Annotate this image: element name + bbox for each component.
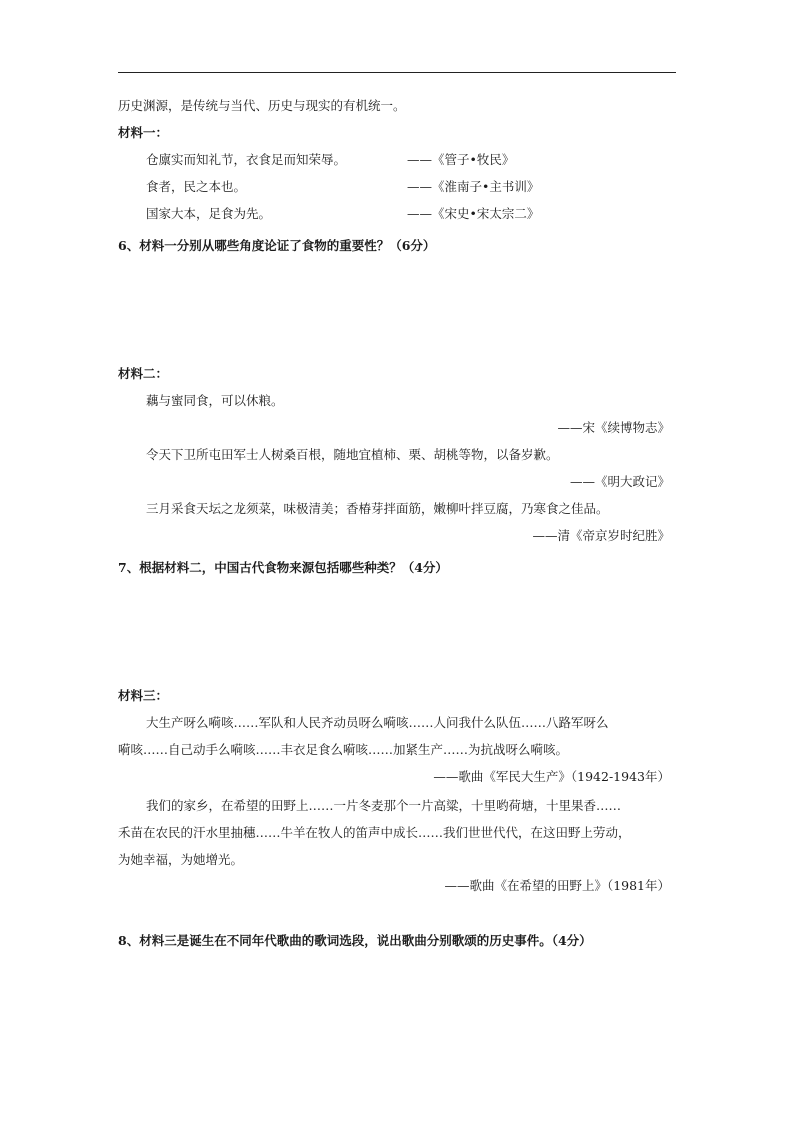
material1-quote-1: 仓廪实而知礼节，衣食足而知荣辱。 [146, 152, 347, 167]
question-7: 7、根据材料二，中国古代食物来源包括哪些种类？（4分） [118, 560, 448, 575]
header-rule [118, 72, 676, 73]
song1-source: ——歌曲《军民大生产》（1942-1943年） [433, 769, 670, 784]
material1-heading: 材料一： [118, 125, 169, 140]
material2-source-2: ——《明大政记》 [569, 474, 670, 489]
song2-line-1: 我们的家乡，在希望的田野上……一片冬麦那个一片高粱，十里哟荷塘，十里果香…… [146, 798, 622, 813]
song2-line-3: 为她幸福，为她增光。 [118, 852, 244, 867]
song1-line-1: 大生产呀么嗬咳……军队和人民齐动员呀么嗬咳……人问我什么队伍……八路军呀么 [146, 715, 609, 730]
material2-quote-3: 三月采食天坛之龙须菜，味极清美；香椿芽拌面筋，嫩柳叶拌豆腐，乃寒食之佳品。 [146, 501, 609, 516]
material1-source-1: ——《管子•牧民》 [407, 152, 515, 167]
song1-line-2: 嗬咳……自己动手么嗬咳……丰衣足食么嗬咳……加紧生产……为抗战呀么嗬咳。 [118, 742, 569, 757]
intro-text: 历史渊源，是传统与当代、历史与现实的有机统一。 [118, 98, 406, 113]
material1-source-3: ——《宋史•宋太宗二》 [407, 206, 540, 221]
material2-source-3: ——清《帝京岁时纪胜》 [532, 528, 670, 543]
material1-quote-2: 食者，民之本也。 [146, 179, 247, 194]
material1-quote-3: 国家大本，足食为先。 [146, 206, 272, 221]
song2-line-2: 禾苗在农民的汗水里抽穗……牛羊在牧人的笛声中成长……我们世世代代，在这田野上劳动， [118, 825, 631, 840]
material2-quote-1: 藕与蜜同食，可以休粮。 [146, 393, 284, 408]
question-6: 6、材料一分别从哪些角度论证了食物的重要性？（6分） [118, 238, 436, 253]
material2-heading: 材料二： [118, 366, 169, 381]
material2-quote-2: 令天下卫所屯田军士人树桑百根，随地宜植柿、栗、胡桃等物，以备岁歉。 [146, 447, 559, 462]
question-8: 8、材料三是诞生在不同年代歌曲的歌词选段，说出歌曲分别歌颂的历史事件。（4分） [118, 933, 592, 948]
material3-heading: 材料三： [118, 688, 169, 703]
material1-source-2: ——《淮南子•主书训》 [407, 179, 540, 194]
song2-source: ——歌曲《在希望的田野上》（1981年） [444, 878, 670, 893]
material2-source-1: ——宋《续博物志》 [557, 420, 670, 435]
